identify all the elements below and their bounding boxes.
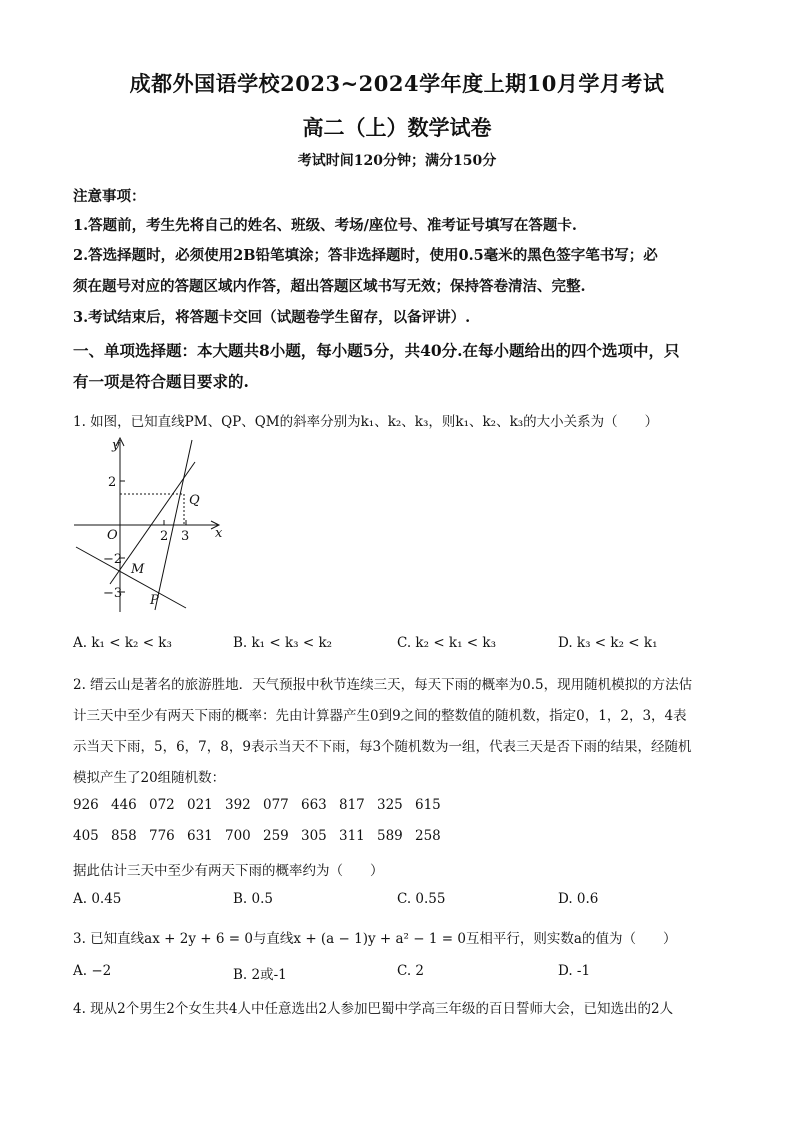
- label-tick-x-2: 2: [160, 529, 169, 544]
- label-tick-y-neg-2: −2: [103, 552, 123, 567]
- q2-line-1: 2. 缙云山是著名的旅游胜地．天气预报中秋节连续三天，每天下雨的概率为0.5，现用随机模拟的方法估: [73, 677, 693, 693]
- q3-option-c[interactable]: C. 2: [397, 963, 425, 979]
- random-number: 776: [149, 828, 175, 844]
- random-number: 311: [339, 828, 365, 844]
- q4-stem: 4. 现从2个男生2个女生共4人中任意选出2人参加巴蜀中学高三年级的百日誓师大会，已知选出的2人: [73, 1001, 674, 1017]
- q2-option-d[interactable]: D. 0.6: [558, 891, 599, 907]
- random-number: 259: [263, 828, 289, 844]
- note-3: 3.考试结束后，将答题卡交回（试题卷学生留存，以备评讲）.: [73, 309, 471, 326]
- q2-option-b[interactable]: B. 0.5: [233, 891, 273, 907]
- note-2-line-2: 须在题号对应的答题区域内作答，超出答题区域书写无效；保持答卷清洁、完整.: [73, 278, 586, 295]
- q2-question: 据此估计三天中至少有两天下雨的概率约为（ ）: [73, 863, 384, 879]
- random-number: 700: [225, 828, 251, 844]
- label-y: y: [112, 438, 120, 453]
- random-number: 305: [301, 828, 327, 844]
- q2-option-c[interactable]: C. 0.55: [397, 891, 446, 907]
- random-number: 615: [415, 797, 441, 813]
- q1-option-b[interactable]: B. k₁ < k₃ < k₂: [233, 635, 333, 651]
- random-number: 817: [339, 797, 365, 813]
- label-x: x: [215, 526, 223, 541]
- random-number: 926: [73, 797, 99, 813]
- q2-option-a[interactable]: A. 0.45: [73, 891, 122, 907]
- q1-option-a[interactable]: A. k₁ < k₂ < k₃: [73, 635, 172, 651]
- line-qm: [110, 462, 195, 584]
- random-number: 258: [415, 828, 441, 844]
- label-m: M: [131, 562, 145, 577]
- random-number: 072: [149, 797, 175, 813]
- exam-subtitle: 高二（上）数学试卷: [302, 115, 492, 140]
- q2-line-2: 计三天中至少有两天下雨的概率：先由计算器产生0到9之间的整数值的随机数，指定0，1，2，3，4表: [73, 708, 687, 724]
- q2-random-row-1: [73, 797, 453, 813]
- exam-info: 考试时间120分钟；满分150分: [297, 153, 497, 169]
- label-tick-x-3: 3: [181, 529, 190, 544]
- random-number: 663: [301, 797, 327, 813]
- q1-option-d[interactable]: D. k₃ < k₂ < k₁: [558, 635, 658, 651]
- notes-heading: 注意事项：: [73, 188, 146, 205]
- note-1: 1.答题前，考生先将自己的姓名、班级、考场/座位号、准考证号填写在答题卡.: [73, 217, 577, 234]
- random-number: 405: [73, 828, 99, 844]
- q3-option-a[interactable]: A. −2: [73, 963, 112, 979]
- line-pm: [76, 547, 186, 608]
- label-tick-y-neg-3: −3: [103, 586, 123, 601]
- q2-line-3: 示当天下雨，5，6，7，8，9表示当天不下雨，每3个随机数为一组，代表三天是否下雨的结果，经随机: [73, 739, 692, 755]
- random-number: 077: [263, 797, 289, 813]
- random-number: 631: [187, 828, 213, 844]
- q2-line-4: 模拟产生了20组随机数：: [73, 770, 226, 786]
- random-number: 021: [187, 797, 213, 813]
- label-tick-y-2: 2: [108, 475, 117, 490]
- random-number: 589: [377, 828, 403, 844]
- random-number: 446: [111, 797, 137, 813]
- random-number: 858: [111, 828, 137, 844]
- q3-option-b[interactable]: B. 2或-1: [233, 967, 287, 983]
- random-number: 325: [377, 797, 403, 813]
- q2-random-row-2: [73, 828, 453, 844]
- section-1-line-1: 一、单项选择题：本大题共8小题，每小题5分，共40分.在每小题给出的四个选项中，只: [73, 341, 680, 360]
- section-1-line-2: 有一项是符合题目要求的.: [73, 372, 249, 391]
- random-number: 392: [225, 797, 251, 813]
- q1-stem: 1. 如图，已知直线PM、QP、QM的斜率分别为k₁、k₂、k₃，则k₁、k₂、k₃的大小关系为（ ）: [73, 414, 659, 430]
- q1-option-c[interactable]: C. k₂ < k₁ < k₃: [397, 635, 496, 651]
- exam-title: 成都外国语学校2023~2024学年度上期10月学月考试: [129, 71, 665, 96]
- label-origin: O: [107, 528, 118, 543]
- label-p: P: [150, 593, 159, 608]
- q3-stem: 3. 已知直线ax + 2y + 6 = 0与直线x + (a − 1)y + a² − 1 = 0互相平行，则实数a的值为（ ）: [73, 931, 677, 947]
- label-q: Q: [189, 493, 200, 508]
- q3-option-d[interactable]: D. -1: [558, 963, 591, 979]
- q1-figure: [70, 432, 230, 617]
- note-2-line-1: 2.答选择题时，必须使用2B铅笔填涂；答非选择题时，使用0.5毫米的黑色签字笔书写；必: [73, 247, 658, 264]
